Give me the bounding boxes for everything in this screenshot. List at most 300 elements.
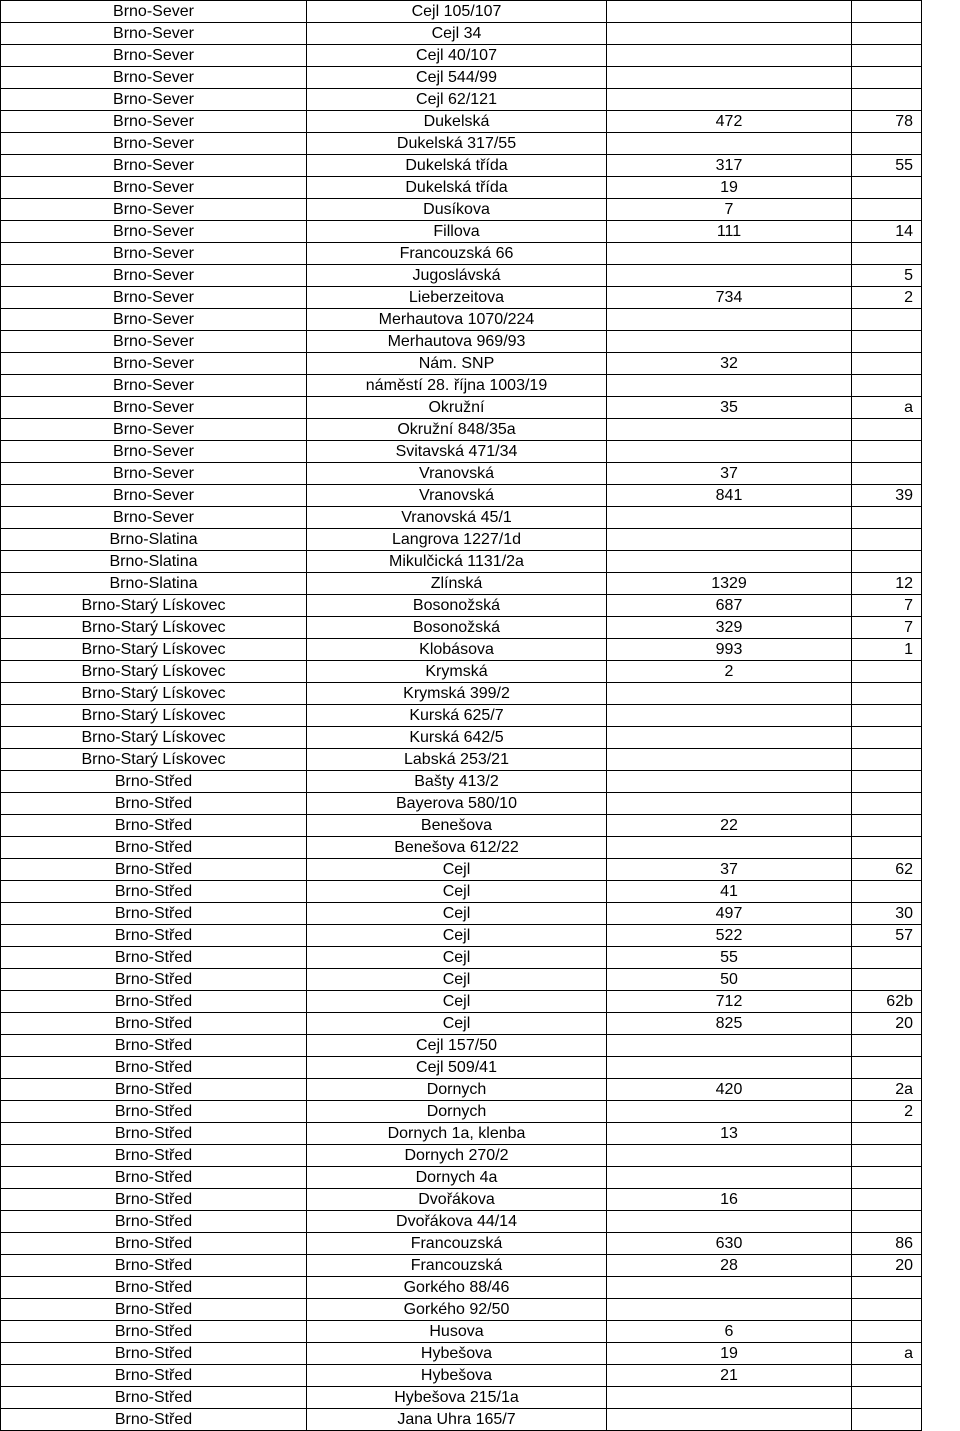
orientation-number-cell	[852, 881, 922, 903]
house-number-cell: 28	[607, 1255, 852, 1277]
table-row	[1, 1079, 922, 1101]
district-cell: Brno-Sever	[1, 485, 307, 507]
street-cell: Hybešova	[307, 1343, 607, 1365]
orientation-number-cell: a	[852, 397, 922, 419]
house-number-cell	[607, 771, 852, 793]
street-cell: Vranovská 45/1	[307, 507, 607, 529]
house-number-cell	[607, 1145, 852, 1167]
orientation-number-cell	[852, 89, 922, 111]
orientation-number-cell: 78	[852, 111, 922, 133]
house-number-cell: 19	[607, 1343, 852, 1365]
table-row	[1, 947, 922, 969]
house-number-cell: 19	[607, 177, 852, 199]
orientation-number-cell	[852, 419, 922, 441]
table-row	[1, 463, 922, 485]
street-cell: Mikulčická 1131/2a	[307, 551, 607, 573]
orientation-number-cell	[852, 1145, 922, 1167]
table-row	[1, 375, 922, 397]
orientation-number-cell	[852, 45, 922, 67]
table-row	[1, 815, 922, 837]
street-cell: Kurská 642/5	[307, 727, 607, 749]
house-number-cell: 16	[607, 1189, 852, 1211]
orientation-number-cell	[852, 441, 922, 463]
table-row	[1, 903, 922, 925]
house-number-cell: 55	[607, 947, 852, 969]
district-cell: Brno-Střed	[1, 837, 307, 859]
house-number-cell: 32	[607, 353, 852, 375]
district-cell: Brno-Sever	[1, 221, 307, 243]
table-row	[1, 199, 922, 221]
street-cell: Gorkého 88/46	[307, 1277, 607, 1299]
house-number-cell	[607, 265, 852, 287]
house-number-cell: 420	[607, 1079, 852, 1101]
district-cell: Brno-Střed	[1, 1035, 307, 1057]
orientation-number-cell: 12	[852, 573, 922, 595]
street-cell: Francouzská	[307, 1255, 607, 1277]
table-row	[1, 397, 922, 419]
table-row	[1, 243, 922, 265]
house-number-cell	[607, 1167, 852, 1189]
orientation-number-cell	[852, 133, 922, 155]
district-cell: Brno-Sever	[1, 265, 307, 287]
district-cell: Brno-Střed	[1, 991, 307, 1013]
table-row	[1, 1, 922, 23]
orientation-number-cell	[852, 1057, 922, 1079]
street-cell: Benešova	[307, 815, 607, 837]
house-number-cell	[607, 727, 852, 749]
table-row	[1, 177, 922, 199]
orientation-number-cell	[852, 463, 922, 485]
street-cell: Zlínská	[307, 573, 607, 595]
table-row	[1, 1189, 922, 1211]
table-row	[1, 1101, 922, 1123]
house-number-cell	[607, 45, 852, 67]
orientation-number-cell	[852, 1387, 922, 1409]
table-row	[1, 155, 922, 177]
street-cell: Dornych 4a	[307, 1167, 607, 1189]
street-cell: Cejl 157/50	[307, 1035, 607, 1057]
house-number-cell: 993	[607, 639, 852, 661]
table-row	[1, 1277, 922, 1299]
table-row	[1, 859, 922, 881]
house-number-cell: 687	[607, 595, 852, 617]
table-row	[1, 1057, 922, 1079]
house-number-cell	[607, 1, 852, 23]
table-row	[1, 1035, 922, 1057]
table-row	[1, 221, 922, 243]
orientation-number-cell: 5	[852, 265, 922, 287]
house-number-cell	[607, 1387, 852, 1409]
district-cell: Brno-Sever	[1, 441, 307, 463]
street-cell: Vranovská	[307, 463, 607, 485]
street-cell: Cejl	[307, 881, 607, 903]
district-cell: Brno-Střed	[1, 1123, 307, 1145]
district-cell: Brno-Sever	[1, 111, 307, 133]
street-cell: Dvořákova 44/14	[307, 1211, 607, 1233]
district-cell: Brno-Sever	[1, 463, 307, 485]
house-number-cell	[607, 1277, 852, 1299]
street-cell: Jana Uhra 165/7	[307, 1409, 607, 1431]
table-row	[1, 133, 922, 155]
district-cell: Brno-Střed	[1, 1343, 307, 1365]
house-number-cell	[607, 1409, 852, 1431]
district-cell: Brno-Střed	[1, 859, 307, 881]
district-cell: Brno-Sever	[1, 155, 307, 177]
street-cell: Dukelská třída	[307, 155, 607, 177]
house-number-cell	[607, 749, 852, 771]
street-cell: Dvořákova	[307, 1189, 607, 1211]
orientation-number-cell	[852, 23, 922, 45]
district-cell: Brno-Střed	[1, 1167, 307, 1189]
street-cell: Okružní	[307, 397, 607, 419]
orientation-number-cell	[852, 375, 922, 397]
house-number-cell: 712	[607, 991, 852, 1013]
district-cell: Brno-Střed	[1, 947, 307, 969]
orientation-number-cell: 7	[852, 595, 922, 617]
street-cell: Cejl	[307, 947, 607, 969]
district-cell: Brno-Střed	[1, 793, 307, 815]
orientation-number-cell	[852, 67, 922, 89]
district-cell: Brno-Střed	[1, 1013, 307, 1035]
orientation-number-cell: 7	[852, 617, 922, 639]
district-cell: Brno-Slatina	[1, 573, 307, 595]
street-cell: Benešova 612/22	[307, 837, 607, 859]
table-row	[1, 1013, 922, 1035]
district-cell: Brno-Střed	[1, 1255, 307, 1277]
table-row	[1, 441, 922, 463]
street-cell: Langrova 1227/1d	[307, 529, 607, 551]
orientation-number-cell	[852, 727, 922, 749]
house-number-cell	[607, 243, 852, 265]
district-cell: Brno-Sever	[1, 397, 307, 419]
street-cell: Francouzská 66	[307, 243, 607, 265]
district-cell: Brno-Starý Lískovec	[1, 727, 307, 749]
table-row	[1, 1409, 922, 1431]
district-cell: Brno-Sever	[1, 309, 307, 331]
table-row	[1, 837, 922, 859]
street-cell: Fillova	[307, 221, 607, 243]
district-cell: Brno-Sever	[1, 243, 307, 265]
street-cell: Kurská 625/7	[307, 705, 607, 727]
house-number-cell: 317	[607, 155, 852, 177]
district-cell: Brno-Starý Lískovec	[1, 595, 307, 617]
orientation-number-cell	[852, 1035, 922, 1057]
district-cell: Brno-Sever	[1, 23, 307, 45]
house-number-cell	[607, 133, 852, 155]
table-row	[1, 749, 922, 771]
table-row	[1, 1387, 922, 1409]
table-row	[1, 419, 922, 441]
orientation-number-cell	[852, 1167, 922, 1189]
table-row	[1, 1233, 922, 1255]
district-cell: Brno-Starý Lískovec	[1, 683, 307, 705]
orientation-number-cell	[852, 1211, 922, 1233]
street-cell: Cejl	[307, 991, 607, 1013]
street-cell: Dukelská 317/55	[307, 133, 607, 155]
orientation-number-cell	[852, 969, 922, 991]
district-cell: Brno-Střed	[1, 1101, 307, 1123]
house-number-cell: 630	[607, 1233, 852, 1255]
orientation-number-cell	[852, 749, 922, 771]
street-cell: Dusíkova	[307, 199, 607, 221]
orientation-number-cell	[852, 243, 922, 265]
table-row	[1, 1365, 922, 1387]
orientation-number-cell	[852, 1277, 922, 1299]
street-cell: Dukelská třída	[307, 177, 607, 199]
street-cell: Husova	[307, 1321, 607, 1343]
orientation-number-cell: 14	[852, 221, 922, 243]
orientation-number-cell: 20	[852, 1013, 922, 1035]
house-number-cell	[607, 1057, 852, 1079]
orientation-number-cell	[852, 309, 922, 331]
table-row	[1, 331, 922, 353]
house-number-cell: 41	[607, 881, 852, 903]
table-row	[1, 969, 922, 991]
street-cell: Merhautova 969/93	[307, 331, 607, 353]
district-cell: Brno-Starý Lískovec	[1, 639, 307, 661]
orientation-number-cell	[852, 353, 922, 375]
table-row	[1, 881, 922, 903]
district-cell: Brno-Střed	[1, 771, 307, 793]
house-number-cell	[607, 705, 852, 727]
district-cell: Brno-Střed	[1, 969, 307, 991]
orientation-number-cell	[852, 1321, 922, 1343]
table-row	[1, 507, 922, 529]
street-cell: Labská 253/21	[307, 749, 607, 771]
house-number-cell	[607, 331, 852, 353]
house-number-cell	[607, 375, 852, 397]
house-number-cell: 37	[607, 463, 852, 485]
district-cell: Brno-Střed	[1, 815, 307, 837]
district-cell: Brno-Střed	[1, 903, 307, 925]
district-cell: Brno-Střed	[1, 1409, 307, 1431]
orientation-number-cell: 2a	[852, 1079, 922, 1101]
house-number-cell	[607, 793, 852, 815]
table-row	[1, 925, 922, 947]
house-number-cell	[607, 529, 852, 551]
district-cell: Brno-Střed	[1, 1145, 307, 1167]
orientation-number-cell: 62b	[852, 991, 922, 1013]
house-number-cell: 37	[607, 859, 852, 881]
district-cell: Brno-Sever	[1, 419, 307, 441]
orientation-number-cell: 2	[852, 1101, 922, 1123]
district-cell: Brno-Slatina	[1, 529, 307, 551]
district-cell: Brno-Slatina	[1, 551, 307, 573]
house-number-cell: 21	[607, 1365, 852, 1387]
table-row	[1, 595, 922, 617]
street-cell: Okružní 848/35a	[307, 419, 607, 441]
district-cell: Brno-Starý Lískovec	[1, 749, 307, 771]
orientation-number-cell	[852, 331, 922, 353]
table-row	[1, 705, 922, 727]
house-number-cell: 6	[607, 1321, 852, 1343]
table-row	[1, 1321, 922, 1343]
district-cell: Brno-Střed	[1, 1233, 307, 1255]
house-number-cell	[607, 837, 852, 859]
table-row	[1, 67, 922, 89]
district-cell: Brno-Sever	[1, 133, 307, 155]
street-cell: Krymská	[307, 661, 607, 683]
orientation-number-cell	[852, 177, 922, 199]
street-cell: Bosonožská	[307, 617, 607, 639]
table-row	[1, 287, 922, 309]
orientation-number-cell: 86	[852, 1233, 922, 1255]
table-row	[1, 1255, 922, 1277]
house-number-cell: 472	[607, 111, 852, 133]
orientation-number-cell	[852, 507, 922, 529]
orientation-number-cell	[852, 551, 922, 573]
district-cell: Brno-Sever	[1, 89, 307, 111]
district-cell: Brno-Starý Lískovec	[1, 617, 307, 639]
table-row	[1, 353, 922, 375]
street-cell: Dornych 270/2	[307, 1145, 607, 1167]
street-cell: Cejl	[307, 1013, 607, 1035]
district-cell: Brno-Sever	[1, 287, 307, 309]
district-cell: Brno-Střed	[1, 1299, 307, 1321]
street-cell: Dornych 1a, klenba	[307, 1123, 607, 1145]
address-table-body	[1, 1, 922, 1431]
district-cell: Brno-Střed	[1, 881, 307, 903]
house-number-cell: 497	[607, 903, 852, 925]
street-cell: Cejl	[307, 859, 607, 881]
house-number-cell	[607, 1035, 852, 1057]
district-cell: Brno-Sever	[1, 331, 307, 353]
orientation-number-cell	[852, 199, 922, 221]
table-row	[1, 309, 922, 331]
table-row	[1, 485, 922, 507]
street-cell: Krymská 399/2	[307, 683, 607, 705]
orientation-number-cell: 57	[852, 925, 922, 947]
house-number-cell: 329	[607, 617, 852, 639]
house-number-cell	[607, 89, 852, 111]
district-cell: Brno-Střed	[1, 1211, 307, 1233]
street-cell: Francouzská	[307, 1233, 607, 1255]
street-cell: Svitavská 471/34	[307, 441, 607, 463]
orientation-number-cell	[852, 1365, 922, 1387]
street-cell: Bosonožská	[307, 595, 607, 617]
table-row	[1, 45, 922, 67]
district-cell: Brno-Starý Lískovec	[1, 661, 307, 683]
house-number-cell	[607, 441, 852, 463]
house-number-cell: 111	[607, 221, 852, 243]
orientation-number-cell: 39	[852, 485, 922, 507]
district-cell: Brno-Střed	[1, 1365, 307, 1387]
district-cell: Brno-Sever	[1, 199, 307, 221]
district-cell: Brno-Sever	[1, 375, 307, 397]
district-cell: Brno-Střed	[1, 925, 307, 947]
table-row	[1, 1123, 922, 1145]
street-cell: Cejl 40/107	[307, 45, 607, 67]
house-number-cell	[607, 23, 852, 45]
house-number-cell: 2	[607, 661, 852, 683]
house-number-cell: 825	[607, 1013, 852, 1035]
house-number-cell: 734	[607, 287, 852, 309]
district-cell: Brno-Střed	[1, 1189, 307, 1211]
street-cell: Dornych	[307, 1101, 607, 1123]
table-row	[1, 1167, 922, 1189]
district-cell: Brno-Střed	[1, 1321, 307, 1343]
street-cell: Cejl 509/41	[307, 1057, 607, 1079]
district-cell: Brno-Sever	[1, 1, 307, 23]
street-cell: Cejl 34	[307, 23, 607, 45]
table-row	[1, 991, 922, 1013]
orientation-number-cell	[852, 771, 922, 793]
street-cell: Klobásova	[307, 639, 607, 661]
orientation-number-cell	[852, 529, 922, 551]
district-cell: Brno-Střed	[1, 1387, 307, 1409]
table-row	[1, 771, 922, 793]
street-cell: Nám. SNP	[307, 353, 607, 375]
street-cell: Cejl 544/99	[307, 67, 607, 89]
orientation-number-cell	[852, 1409, 922, 1431]
street-cell: Lieberzeitova	[307, 287, 607, 309]
orientation-number-cell: 2	[852, 287, 922, 309]
street-cell: Hybešova	[307, 1365, 607, 1387]
street-cell: Cejl	[307, 903, 607, 925]
district-cell: Brno-Střed	[1, 1079, 307, 1101]
street-cell: náměstí 28. října 1003/19	[307, 375, 607, 397]
table-row	[1, 661, 922, 683]
house-number-cell	[607, 507, 852, 529]
table-row	[1, 1145, 922, 1167]
house-number-cell	[607, 1299, 852, 1321]
street-cell: Dornych	[307, 1079, 607, 1101]
orientation-number-cell	[852, 1, 922, 23]
house-number-cell: 22	[607, 815, 852, 837]
orientation-number-cell	[852, 661, 922, 683]
table-row	[1, 529, 922, 551]
house-number-cell: 35	[607, 397, 852, 419]
house-number-cell	[607, 309, 852, 331]
orientation-number-cell	[852, 705, 922, 727]
orientation-number-cell	[852, 837, 922, 859]
house-number-cell: 841	[607, 485, 852, 507]
street-cell: Cejl	[307, 925, 607, 947]
orientation-number-cell: 62	[852, 859, 922, 881]
orientation-number-cell	[852, 1299, 922, 1321]
orientation-number-cell: 1	[852, 639, 922, 661]
orientation-number-cell	[852, 793, 922, 815]
house-number-cell: 7	[607, 199, 852, 221]
house-number-cell: 1329	[607, 573, 852, 595]
table-row	[1, 683, 922, 705]
street-cell: Vranovská	[307, 485, 607, 507]
district-cell: Brno-Sever	[1, 177, 307, 199]
house-number-cell	[607, 419, 852, 441]
table-row	[1, 111, 922, 133]
orientation-number-cell	[852, 683, 922, 705]
district-cell: Brno-Sever	[1, 353, 307, 375]
table-row	[1, 1299, 922, 1321]
orientation-number-cell: 30	[852, 903, 922, 925]
house-number-cell	[607, 551, 852, 573]
orientation-number-cell: 55	[852, 155, 922, 177]
street-cell: Cejl 105/107	[307, 1, 607, 23]
district-cell: Brno-Sever	[1, 67, 307, 89]
street-cell: Jugoslávská	[307, 265, 607, 287]
district-cell: Brno-Sever	[1, 507, 307, 529]
table-row	[1, 1211, 922, 1233]
house-number-cell	[607, 67, 852, 89]
orientation-number-cell	[852, 1189, 922, 1211]
district-cell: Brno-Sever	[1, 45, 307, 67]
orientation-number-cell	[852, 815, 922, 837]
house-number-cell	[607, 683, 852, 705]
table-row	[1, 1343, 922, 1365]
street-cell: Gorkého 92/50	[307, 1299, 607, 1321]
house-number-cell: 522	[607, 925, 852, 947]
orientation-number-cell: 20	[852, 1255, 922, 1277]
